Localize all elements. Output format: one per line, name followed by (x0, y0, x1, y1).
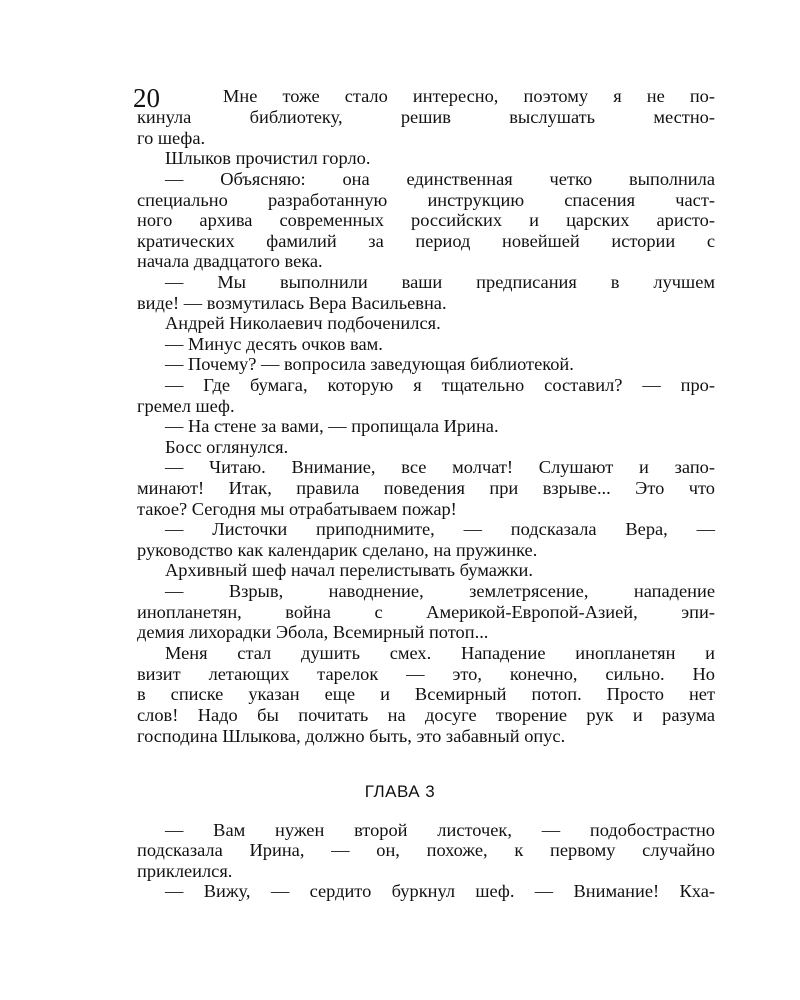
text-line: демия лихорадки Эбола, Всемирный потоп... (137, 622, 489, 642)
text-line: минают! Итак, правила поведения при взрыве... Это что (137, 478, 715, 498)
text-line: — На стене за вами, — пропищала Ирина. (165, 416, 499, 436)
page-number: 20 (133, 83, 160, 113)
text-line: — Мы выполнили ваши предписания в лучшем (165, 272, 715, 292)
text-line: — Читаю. Внимание, все молчат! Слушают и запо- (165, 457, 715, 477)
text-line: господина Шлыкова, должно быть, это забавный опус. (137, 726, 566, 746)
text-line: начала двадцатого века. (137, 251, 323, 271)
text-line: — Минус десять очков вам. (165, 334, 383, 354)
text-line: виде! — возмутилась Вера Васильевна. (137, 293, 447, 313)
text-line: кинула библиотеку, решив выслушать местно- (137, 107, 715, 127)
text-line: го шефа. (137, 128, 206, 148)
text-line: кратических фамилий за период новейшей истории с (137, 231, 715, 251)
text-line: — Объясняю: она единственная четко выполнила (165, 169, 715, 189)
text-line: Меня стал душить смех. Нападение инопланетян и (165, 643, 715, 663)
text-line: — Взрыв, наводнение, землетрясение, нападение (165, 581, 715, 601)
text-line: визит летающих тарелок — это, конечно, сильно. Но (137, 664, 715, 684)
text-line: руководство как календарик сделано, на пружинке. (137, 540, 538, 560)
text-line: Андрей Николаевич подбоченился. (165, 313, 441, 333)
text-line: ного архива современных российских и царских аристо- (137, 210, 715, 230)
text-line: инопланетян, война с Америкой-Европой-Азией, эпи- (137, 602, 715, 622)
text-line: — Почему? — вопросила заведующая библиотекой. (165, 354, 574, 374)
text-line: — Где бумага, которую я тщательно составил? — про- (165, 375, 715, 395)
text-line: такое? Сегодня мы отрабатываем пожар! (137, 499, 457, 519)
text-line: подсказала Ирина, — он, похоже, к первому случайно (137, 840, 715, 860)
text-line: — Вам нужен второй листочек, — подобострастно (165, 820, 715, 840)
chapter-heading: ГЛАВА 3 (364, 782, 436, 801)
text-line: приклеился. (137, 861, 233, 881)
text-line: — Листочки приподнимите, — подсказала Вера, — (165, 519, 715, 539)
text-line: — Вижу, — сердито буркнул шеф. — Внимание! Кха- (165, 881, 715, 901)
text-line: Босс оглянулся. (165, 437, 289, 457)
text-line: Архивный шеф начал перелистывать бумажки. (165, 560, 533, 580)
text-line: специально разработанную инструкцию спасения част- (137, 190, 715, 210)
text-line: Мне тоже стало интересно, поэтому я не по- (223, 86, 715, 106)
text-line: Шлыков прочистил горло. (165, 148, 371, 168)
text-line: слов! Надо бы почитать на досуге творение рук и разума (137, 705, 715, 725)
text-line: гремел шеф. (137, 396, 235, 416)
text-line: в списке указан еще и Всемирный потоп. Просто нет (137, 684, 715, 704)
